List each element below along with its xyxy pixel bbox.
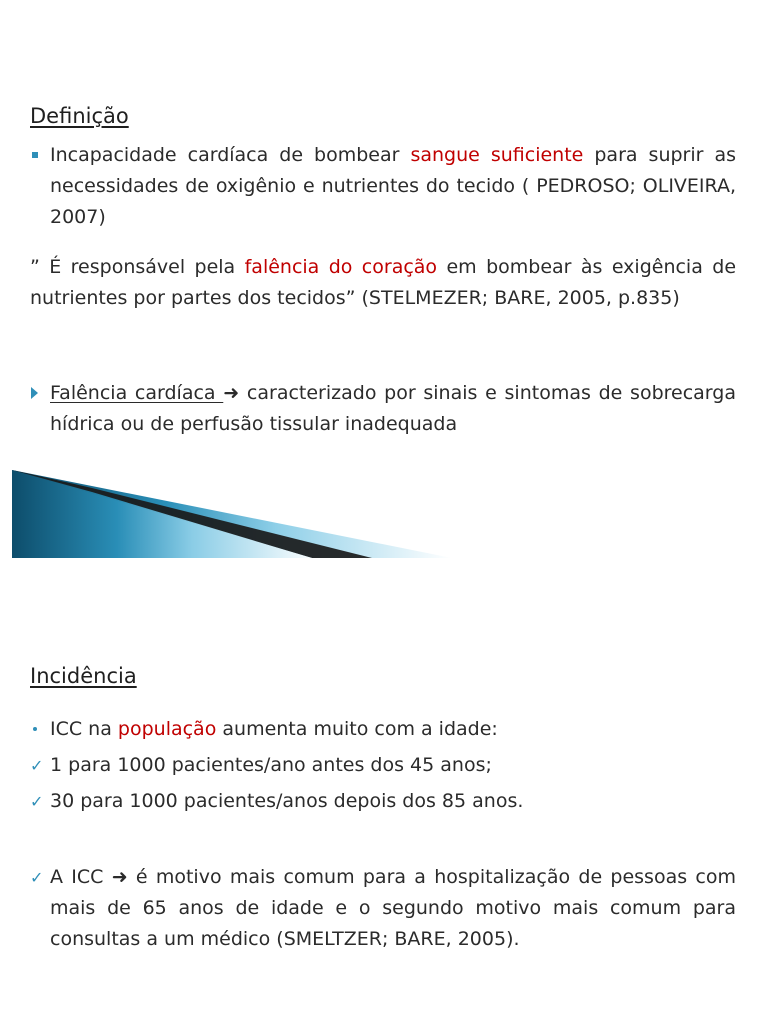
check-icon: ✓ [30, 756, 44, 775]
quote-stelmezer [30, 252, 736, 314]
check-text: 1 para 1000 pacientes/ano antes dos 45 anos; [50, 754, 492, 776]
bullet-falencia [30, 378, 736, 440]
triangle-bullet-icon [31, 387, 38, 399]
decorative-banner [12, 470, 452, 558]
bullet-incapacidade [30, 140, 736, 233]
heading-incidencia: Incidência [30, 664, 137, 688]
check-item-hospitalizacao [30, 862, 736, 955]
term-text: Falência cardíaca [50, 382, 224, 404]
check-item-85-anos [30, 786, 736, 817]
highlight-text: sangue suficiente [410, 144, 584, 166]
slide-incidencia [0, 580, 768, 1024]
heading-definicao: Definição [30, 104, 129, 128]
bullet-text-continued: para suprir as necessidades de oxigênio e nutrientes do tecido ( PEDROSO; OLIVEIRA, 2007) [50, 144, 736, 228]
quote-text: ” É responsável pela [30, 256, 245, 278]
bullet-text: caracterizado por sinais e sintomas de sobrecarga hídrica ou de perfusão tissular inadequada [50, 382, 736, 435]
check-text-continued: é motivo mais comum para a hospitalização de pessoas com mais de 65 anos de idade e o segundo motivo mais comum para consultas a um médico (SMELTZER; BARE, 2005). [50, 866, 736, 950]
square-bullet-icon [32, 152, 38, 158]
dot-bullet-icon [33, 727, 37, 731]
arrow-right-icon: ➜ [223, 382, 240, 404]
check-text: A ICC [50, 866, 112, 888]
check-text: 30 para 1000 pacientes/anos depois dos 85 anos. [50, 790, 524, 812]
bullet-text-continued: aumenta muito com a idade: [216, 718, 498, 740]
bullet-text: Incapacidade cardíaca de bombear [50, 144, 411, 166]
check-icon: ✓ [30, 868, 44, 887]
highlight-text: população [117, 718, 217, 740]
bullet-icc-populacao [30, 714, 736, 745]
quote-text-continued: em bombear às exigência de nutrientes por partes dos tecidos” (STELMEZER; BARE, 2005, p.835) [30, 256, 737, 309]
highlight-text: falência do coração [244, 256, 438, 278]
check-icon: ✓ [30, 792, 44, 811]
check-item-45-anos [30, 750, 736, 781]
bullet-text: ICC na [50, 718, 118, 740]
arrow-right-icon: ➜ [111, 866, 128, 888]
